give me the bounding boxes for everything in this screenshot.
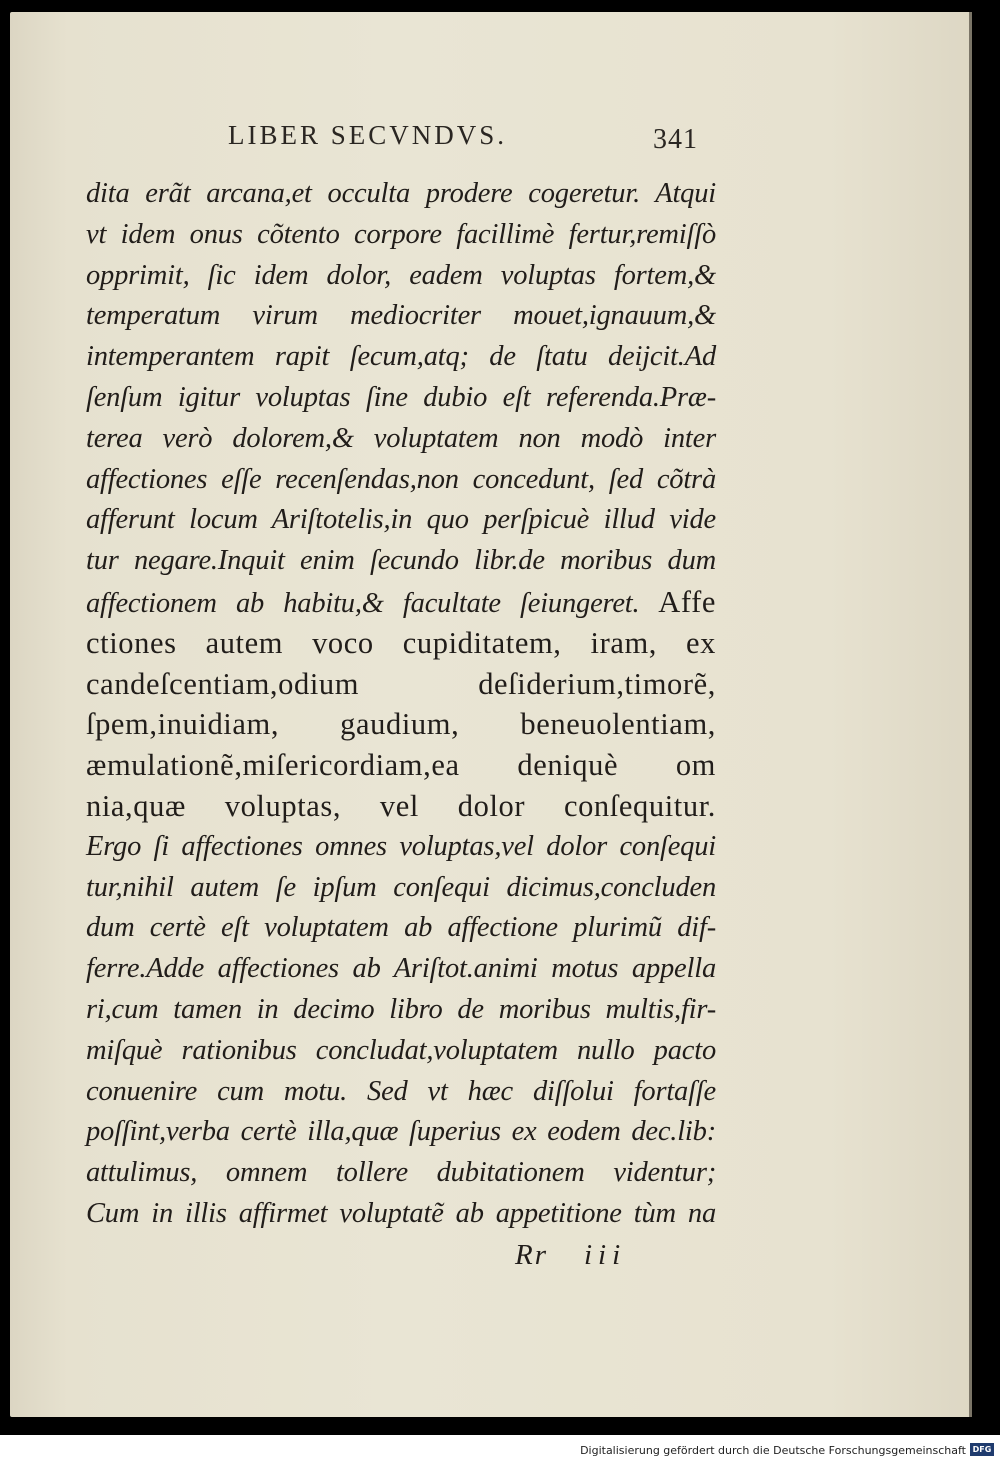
page-edge-shadow — [969, 12, 972, 1417]
text-line: dum certè eſt voluptatem ab affectione plurimũ dif- — [86, 912, 716, 944]
text-line — [86, 582, 716, 623]
page-number: 341 — [653, 124, 698, 155]
text-line: attulimus, omnem tollere dubitationem videntur; — [86, 1157, 716, 1189]
signature-numeral: iii — [584, 1239, 627, 1271]
text-line: Ergo ſi affectiones omnes voluptas,vel dolor conſequi — [86, 830, 716, 862]
text-line: ferre.Adde affectiones ab Ariſtot.animi motus appella — [86, 953, 716, 985]
footer-bar — [0, 1435, 1000, 1465]
text-line: opprimit, ſic idem dolor, eadem voluptas fortem,& — [86, 259, 716, 291]
text-line: candeſcentiam,odium deſiderium,timorẽ, — [86, 666, 716, 701]
text-line: Cum in illis affirmet voluptatẽ ab appetitione tùm na — [86, 1197, 716, 1229]
text-line-roman-part: Affe — [639, 584, 716, 619]
text-line: affectiones eſſe recenſendas,non concedunt, ſed cõtrà — [86, 463, 716, 495]
text-line: ſenſum igitur voluptas ſine dubio eſt referenda.Præ- — [86, 381, 716, 413]
signature-letters: Rr — [515, 1239, 548, 1271]
text-line: dita erãt arcana,et occulta prodere cogeretur. Atqui — [86, 178, 716, 209]
text-line: nia,quæ voluptas, vel dolor conſequitur. — [86, 788, 716, 823]
text-line-italic-part: affectionem ab habitu,& facultate ſeiungeret. — [86, 587, 640, 619]
dfg-logo: DFG — [970, 1443, 994, 1456]
signature-mark — [515, 1239, 626, 1272]
text-line: conuenire cum motu. Sed vt hæc diſſolui fortaſſe — [86, 1075, 716, 1107]
funding-credit: Digitalisierung gefördert durch die Deutsche Forschungsgemeinschaft — [580, 1444, 966, 1457]
text-line: terea verò dolorem,& voluptatem non modò inter — [86, 422, 716, 454]
body-text — [86, 174, 716, 1235]
text-line: afferunt locum Ariſtotelis,in quo perſpicuè illud vide — [86, 504, 716, 536]
text-line: miſquè rationibus concludat,voluptatem nullo pacto — [86, 1034, 716, 1066]
text-line: temperatum virum mediocriter mouet,ignauum,& — [86, 300, 716, 332]
text-line: poſſint,verba certè illa,quæ ſuperius ex eodem dec.lib: — [86, 1116, 716, 1148]
text-line: ri,cum tamen in decimo libro de moribus multis,fir- — [86, 993, 716, 1025]
text-line: tur negare.Inquit enim ſecundo libr.de moribus dum — [86, 545, 716, 577]
text-line: ctiones autem voco cupiditatem, iram, ex — [86, 625, 716, 660]
running-title: LIBER SECVNDVS. — [228, 120, 508, 150]
text-line: tur,nihil autem ſe ipſum conſequi dicimus,concluden — [86, 871, 716, 903]
text-line: ſpem,inuidiam, gaudium, beneuolentiam, — [86, 707, 716, 742]
book-page — [10, 12, 972, 1417]
text-line: intemperantem rapit ſecum,atq; de ſtatu deijcit.Ad — [86, 341, 716, 373]
text-line: æmulationẽ,miſericordiam,ea deniquè om — [86, 748, 716, 783]
text-line: vt idem onus cõtento corpore facillimè fertur,remiſſò — [86, 218, 716, 250]
